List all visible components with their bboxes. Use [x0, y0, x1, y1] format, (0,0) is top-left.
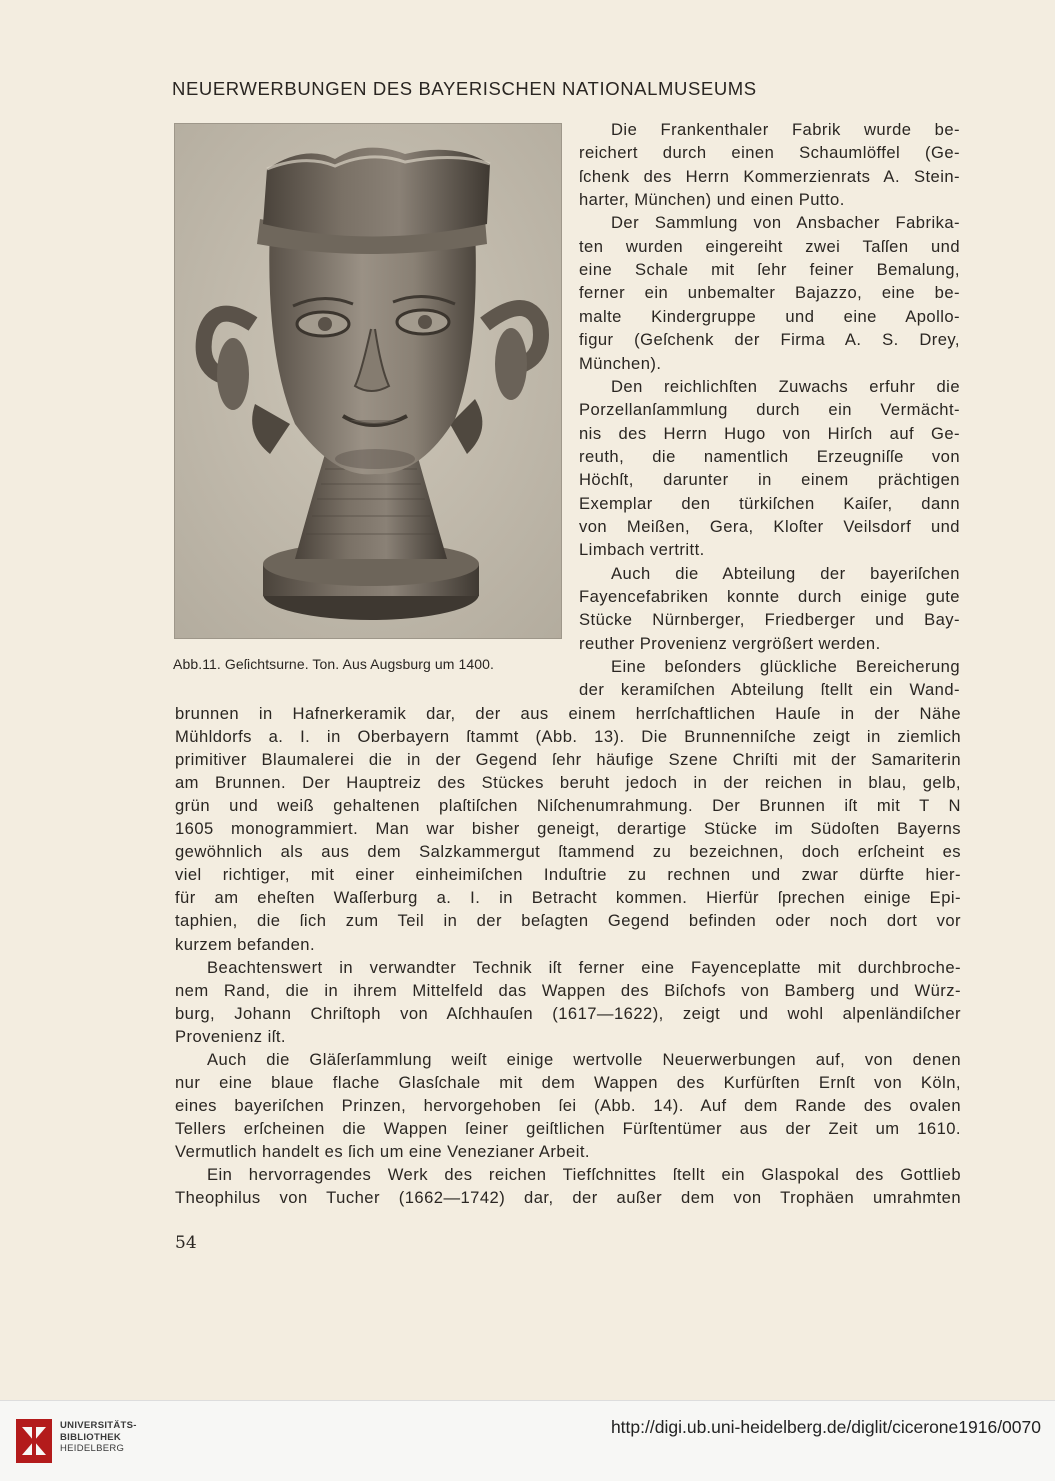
running-header: NEUERWERBUNGEN DES BAYERISCHEN NATIONALMUSEUMS	[172, 78, 757, 99]
text-line: Vermutlich handelt es ſich um eine Venezianer Arbeit.	[175, 1141, 590, 1161]
text-line: Der Sammlung von Ansbacher Fabrika-	[611, 213, 960, 233]
source-url-link[interactable]: http://digi.ub.uni-heidelberg.de/diglit/cicerone1916/0070	[610, 1417, 1041, 1437]
text-line: ten wurden eingereiht zwei Taſſen und	[579, 236, 960, 256]
text-line: Provenienz iſt.	[175, 1026, 286, 1046]
face-urn-illustration	[175, 124, 561, 638]
text-line: 1605 monogrammiert. Man war bisher geneigt, derartige Stücke im Südoſten Bayerns	[175, 819, 961, 839]
text-line: Limbach vertritt.	[579, 540, 705, 560]
text-line: von Meißen, Gera, Kloſter Veilsdorf und	[579, 516, 960, 536]
text-line: Ein hervorragendes Werk des reichen Tiefſchnittes ſtellt ein Glaspokal des Gottlieb	[207, 1165, 961, 1184]
text-line: der keramiſchen Abteilung ſtellt ein Wand-	[579, 680, 960, 700]
text-line: eine Schale mit ſehr feiner Bemalung,	[579, 260, 960, 280]
text-line: Fayencefabriken konnte durch einige gute	[579, 587, 960, 606]
text-line: Höchſt, darunter in einem prächtigen	[579, 470, 960, 490]
text-line: Tellers erſcheinen die Wappen ſeiner geiſtlichen Fürſtentümer aus der Zeit um 1610.	[175, 1118, 961, 1138]
text-line: brunnen in Hafnerkeramik dar, der aus einem herrſchaftlichen Hauſe in der Nähe	[175, 704, 961, 723]
text-line: eines bayeriſchen Prinzen, hervorgehoben ſei (Abb. 14). Auf dem Rande des ovalen	[175, 1095, 961, 1115]
text-line: Beachtenswert in verwandter Technik iſt ferner eine Fayenceplatte mit durchbroche-	[207, 957, 961, 977]
figure-caption: Abb.11. Geſichtsurne. Ton. Aus Augsburg um 1400.	[173, 656, 495, 672]
text-line: reuth, die namentlich Erzeugniſſe von	[579, 446, 960, 466]
text-line: primitiver Blaumalerei die in der Gegend ſehr häufige Szene Chriſti mit der Samariterin	[175, 750, 961, 770]
library-name	[60, 1420, 137, 1455]
text-line: kurzem befanden.	[175, 934, 316, 954]
text-line: malte Kindergruppe und eine Apollo-	[579, 306, 960, 326]
text-line: Die Frankenthaler Fabrik wurde be-	[611, 120, 960, 139]
text-line: burg, Johann Chriſtoph von Aſchhauſen (1617—1622), zeigt und wohl alpenländiſcher	[175, 1003, 961, 1023]
text-line: Mühldorfs a. I. in Oberbayern ſtammt (Abb. 13). Die Brunnenniſche zeigt in ziemlich	[175, 727, 961, 747]
library-footer	[0, 1400, 1055, 1481]
text-line: München).	[579, 353, 662, 373]
library-name-line2: BIBLIOTHEK	[60, 1431, 122, 1443]
text-line: Eine beſonders glückliche Bereicherung	[611, 657, 960, 677]
text-line: ſchenk des Herrn Kommerzienrats A. Stein-	[579, 166, 960, 186]
text-line: reichert durch einen Schaumlöffel (Ge-	[579, 143, 960, 163]
text-line: figur (Geſchenk der Firma A. S. Drey,	[579, 330, 960, 350]
text-line: grün und weiß gehaltenen plaſtiſchen Niſchenumrahmung. Der Brunnen iſt mit T N	[175, 796, 961, 816]
text-line: Porzellanſammlung durch ein Vermächt-	[579, 400, 960, 420]
text-line: gewöhnlich als aus dem Salzkammergut ſtammend zu bezeichnen, doch erſcheint es	[175, 842, 961, 862]
text-line: Theophilus von Tucher (1662—1742) dar, der außer dem von Trophäen umrahmten	[175, 1188, 961, 1208]
library-name-line3: HEIDELBERG	[60, 1443, 125, 1454]
text-line: viel richtiger, mit einer einheimiſchen Induſtrie zu rechnen und zwar dürfte hier-	[175, 865, 961, 885]
library-logo-icon	[14, 1417, 54, 1470]
text-line: reuther Provenienz vergrößert werden.	[579, 633, 881, 653]
text-line: am Brunnen. Der Hauptreiz des Stückes beruht jedoch in der reichen in blau, gelb,	[175, 773, 961, 793]
text-line: taphien, die ſich zum Teil in der beſagten Gegend befinden oder noch dort vor	[175, 911, 961, 931]
text-line: nem Rand, die in ihrem Mittelfeld das Wappen des Biſchofs von Bamberg und Würz-	[175, 980, 961, 1000]
text-line: ferner ein unbemalter Bajazzo, eine be-	[579, 283, 960, 303]
library-name-line1: UNIVERSITÄTS-	[60, 1420, 137, 1431]
text-line: Den reichlichſten Zuwachs erfuhr die	[611, 376, 960, 396]
text-line: nur eine blaue flache Glasſchale mit dem Wappen des Kurfürſten Ernſt von Köln,	[175, 1072, 961, 1092]
text-line: harter, München) und einen Putto.	[579, 190, 845, 210]
text-line: Exemplar den türkiſchen Kaiſer, dann	[579, 493, 960, 513]
text-line: Auch die Abteilung der bayeriſchen	[611, 563, 960, 583]
text-line: Auch die Gläſerſammlung weiſt einige wertvolle Neuerwerbungen auf, von denen	[207, 1049, 961, 1069]
text-line: Stücke Nürnberger, Friedberger und Bay-	[579, 610, 960, 630]
text-line: für am eheſten Waſſerburg a. I. in Betracht kommen. Hierfür ſprechen einige Epi-	[175, 888, 961, 908]
face-urn-photograph	[174, 123, 562, 639]
text-line: nis des Herrn Hugo von Hirſch auf Ge-	[579, 423, 960, 443]
page-number: 54	[175, 1233, 197, 1253]
